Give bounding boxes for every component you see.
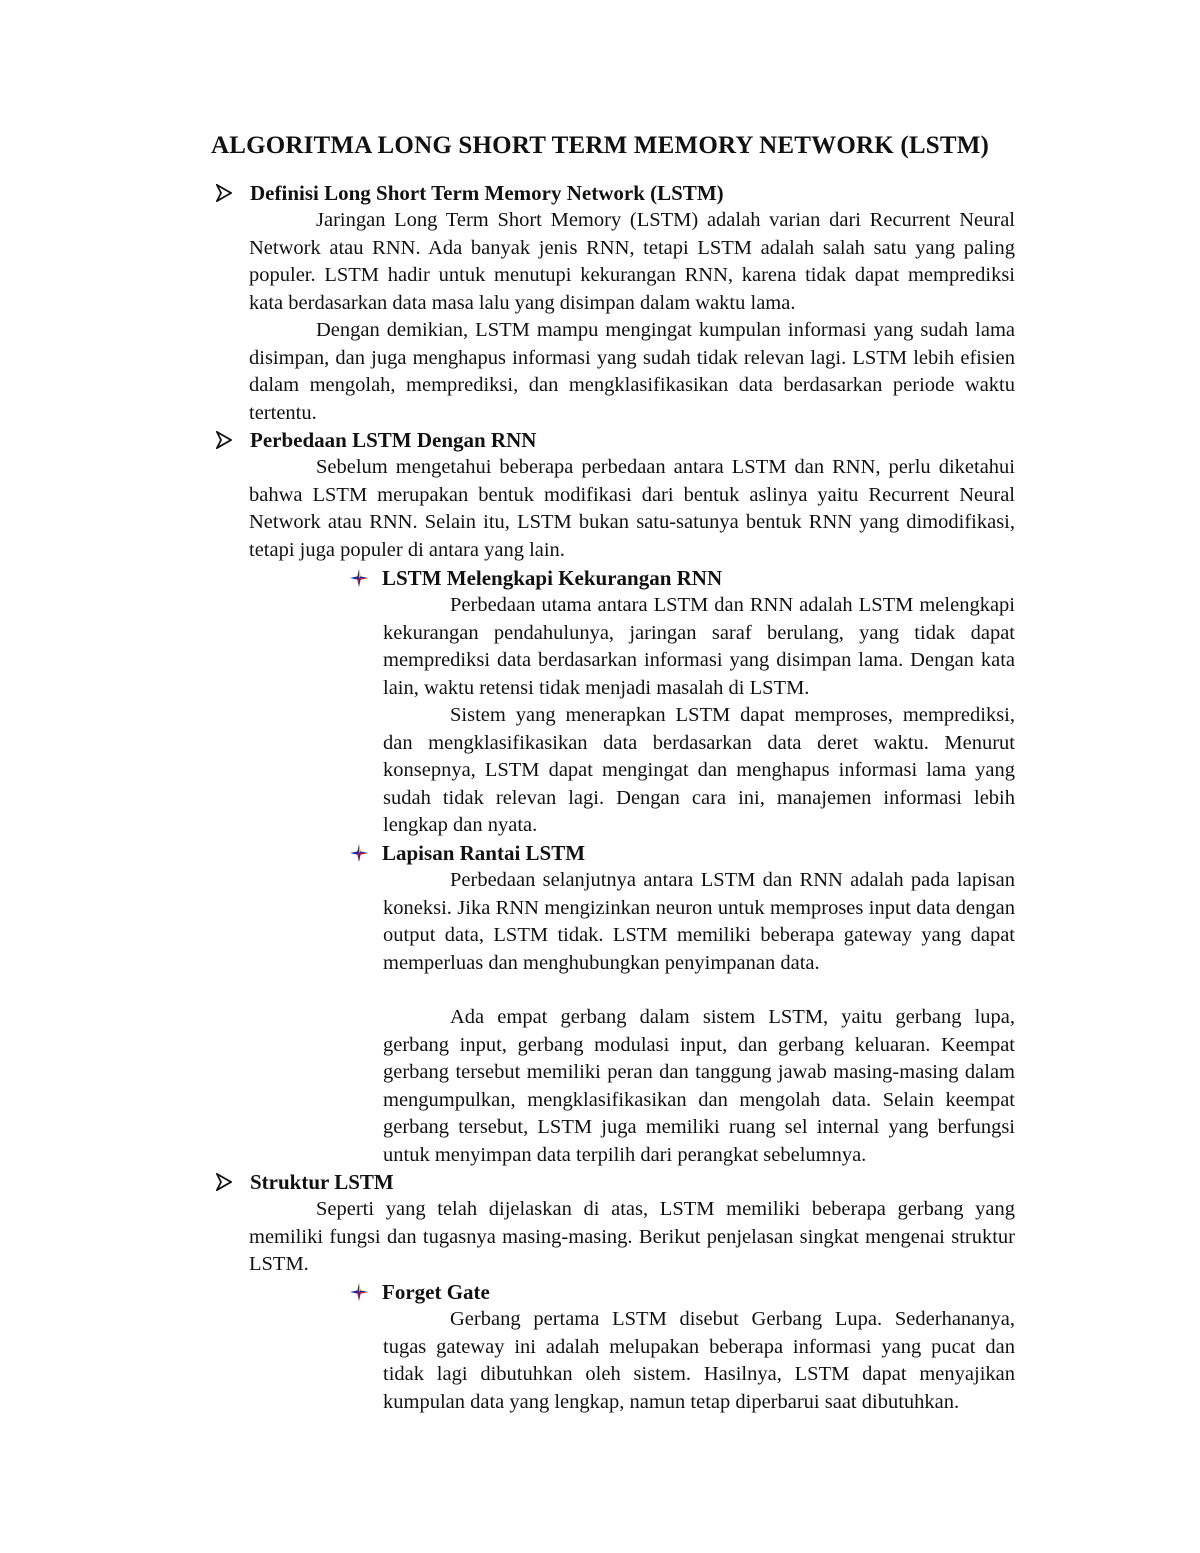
subsection-heading-lapisan bbox=[350, 839, 585, 867]
subsection-heading-forget-gate bbox=[350, 1278, 490, 1306]
subsection-heading-melengkapi bbox=[350, 564, 722, 592]
arrowhead-bullet-icon bbox=[216, 179, 250, 207]
four-point-star-bullet-icon bbox=[350, 839, 382, 867]
subsection-heading-text: Lapisan Rantai LSTM bbox=[382, 841, 586, 865]
arrowhead-bullet-icon bbox=[216, 426, 250, 454]
document-title: ALGORITMA LONG SHORT TERM MEMORY NETWORK (LSTM) bbox=[210, 132, 990, 159]
subsection-heading-text: Forget Gate bbox=[382, 1280, 490, 1304]
four-point-star-bullet-icon bbox=[350, 1278, 382, 1306]
section-heading-definisi bbox=[216, 179, 724, 207]
four-point-star-bullet-icon bbox=[350, 564, 382, 592]
section-heading-text: Struktur LSTM bbox=[250, 1170, 394, 1194]
arrowhead-bullet-icon bbox=[216, 1168, 250, 1196]
paragraph: Sistem yang menerapkan LSTM dapat memproses, memprediksi, dan mengklasifikasikan data berdasarkan data deret waktu. Menurut konsepnya, LSTM dapat mengingat dan menghapus informasi lama yang sudah tidak relevan lagi. Dengan cara ini, manajemen informasi lebih lengkap dan nyata. bbox=[383, 704, 1015, 836]
paragraph: Perbedaan utama antara LSTM dan RNN adalah LSTM melengkapi kekurangan pendahulunya, jaringan saraf berulang, yang tidak dapat memprediksi data berdasarkan informasi yang disimpan lama. Dengan kata lain, waktu retensi tidak menjadi masalah di LSTM. bbox=[383, 594, 1015, 699]
paragraph: Gerbang pertama LSTM disebut Gerbang Lupa. Sederhananya, tugas gateway ini adalah melupakan beberapa informasi yang pucat dan tidak lagi dibutuhkan oleh sistem. Hasilnya, LSTM dapat menyajikan kumpulan data yang lengkap, namun tetap diperbarui saat dibutuhkan. bbox=[383, 1308, 1015, 1413]
paragraph: Perbedaan selanjutnya antara LSTM dan RNN adalah pada lapisan koneksi. Jika RNN mengizinkan neuron untuk memproses input data dengan output data, LSTM tidak. LSTM memiliki beberapa gateway yang dapat memperluas dan menghubungkan penyimpanan data. bbox=[383, 869, 1015, 974]
paragraph: Ada empat gerbang dalam sistem LSTM, yaitu gerbang lupa, gerbang input, gerbang modulasi input, dan gerbang keluaran. Keempat gerbang tersebut memiliki peran dan tanggung jawab masing-masing dalam mengumpulkan, mengklasifikasikan dan mengolah data. Selain keempat gerbang tersebut, LSTM juga memiliki ruang sel internal yang berfungsi untuk menyimpan data terpilih dari perangkat sebelumnya. bbox=[383, 1006, 1015, 1166]
section-heading-text: Definisi Long Short Term Memory Network (LSTM) bbox=[250, 181, 724, 205]
subsection-heading-text: LSTM Melengkapi Kekurangan RNN bbox=[382, 566, 723, 590]
section-heading-perbedaan bbox=[216, 426, 536, 454]
section-heading-struktur bbox=[216, 1168, 394, 1196]
paragraph: Jaringan Long Term Short Memory (LSTM) adalah varian dari Recurrent Neural Network atau RNN. Ada banyak jenis RNN, tetapi LSTM adalah salah satu yang paling populer. LSTM hadir untuk menutupi kekurangan RNN, karena tidak dapat memprediksi kata berdasarkan data masa lalu yang disimpan dalam waktu lama. bbox=[249, 209, 1015, 314]
paragraph: Seperti yang telah dijelaskan di atas, LSTM memiliki beberapa gerbang yang memiliki fungsi dan tugasnya masing-masing. Berikut penjelasan singkat mengenai struktur LSTM. bbox=[249, 1198, 1015, 1275]
paragraph: Dengan demikian, LSTM mampu mengingat kumpulan informasi yang sudah lama disimpan, dan juga menghapus informasi yang sudah tidak relevan lagi. LSTM lebih efisien dalam mengolah, memprediksi, dan mengklasifikasikan data berdasarkan periode waktu tertentu. bbox=[249, 319, 1015, 424]
paragraph: Sebelum mengetahui beberapa perbedaan antara LSTM dan RNN, perlu diketahui bahwa LSTM merupakan bentuk modifikasi dari bentuk aslinya yaitu Recurrent Neural Network atau RNN. Selain itu, LSTM bukan satu-satunya bentuk RNN yang dimodifikasi, tetapi juga populer di antara yang lain. bbox=[249, 456, 1015, 561]
section-heading-text: Perbedaan LSTM Dengan RNN bbox=[250, 428, 537, 452]
